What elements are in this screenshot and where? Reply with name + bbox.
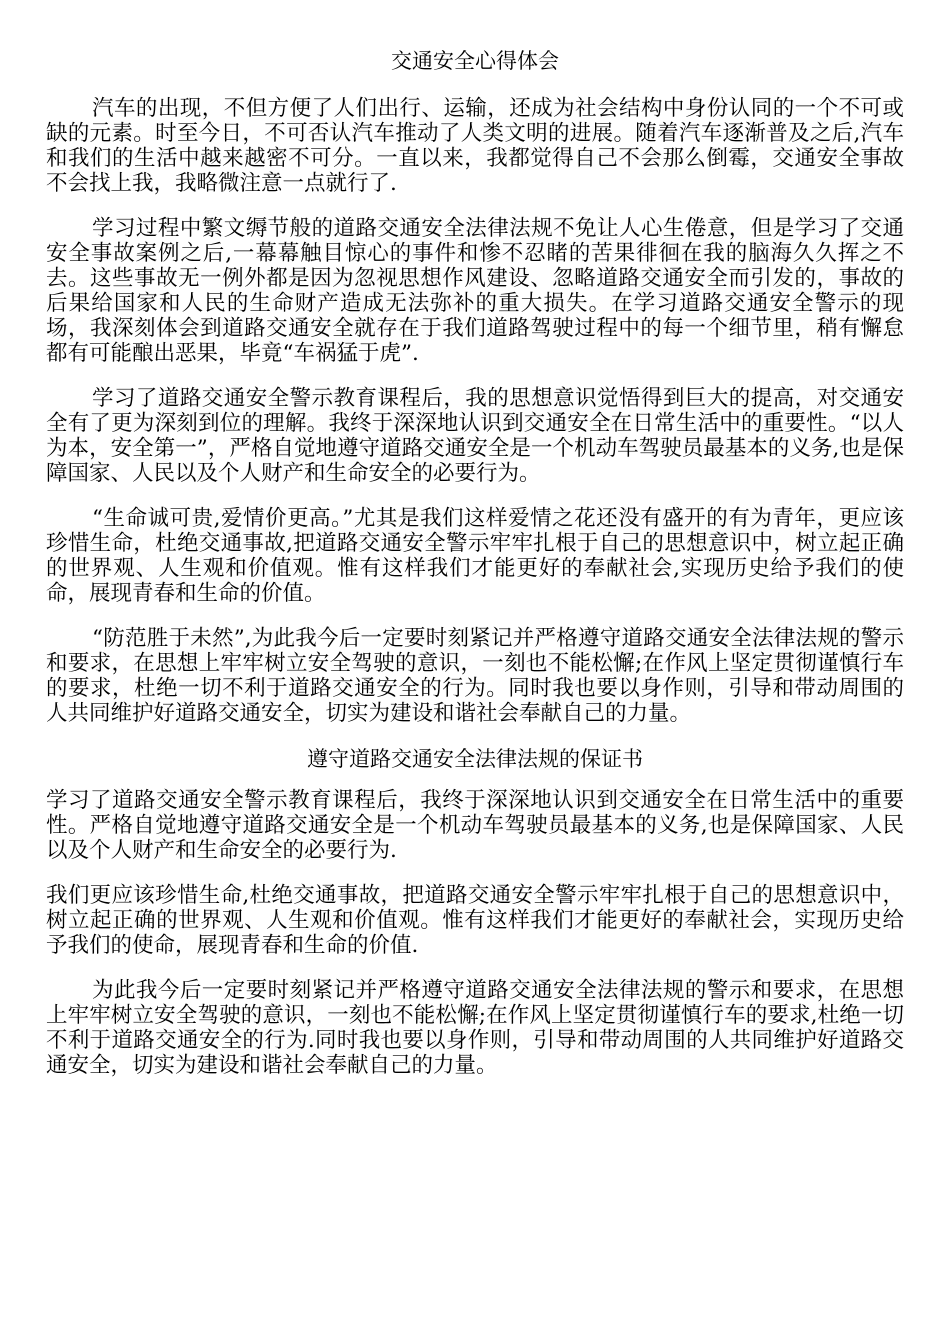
pledge-paragraph-3: 为此我今后一定要时刻紧记并严格遵守道路交通安全法律法规的警示和要求，在思想上牢牢树立安全驾驶的意识，一刻也不能松懈;在作风上坚定贯彻谨慎行车的要求,杜绝一切不利于道路交通安全的行为.同时我也要以身作则，引导和带动周围的人共同维护好道路交通安全，切实为建设和谐社会奉献自己的力量。 (46, 978, 904, 1078)
document-title: 交通安全心得体会 (391, 49, 559, 73)
essay-paragraph-5: “防范胜于未然”,为此我今后一定要时刻紧记并严格遵守道路交通安全法律法规的警示和要求，在思想上牢牢树立安全驾驶的意识，一刻也不能松懈;在作风上坚定贯彻谨慎行车的要求，杜绝一切不利于道路交通安全的行为。同时我也要以身作则，引导和带动周围的人共同维护好道路交通安全，切实为建设和谐社会奉献自己的力量。 (46, 626, 904, 726)
pledge-paragraph-1: 学习了道路交通安全警示教育课程后，我终于深深地认识到交通安全在日常生活中的重要性。严格自觉地遵守道路交通安全是一个机动车驾驶员最基本的义务,也是保障国家、人民以及个人财产和生命安全的必要行为. (46, 788, 904, 863)
essay-paragraph-2: 学习过程中繁文缛节般的道路交通安全法律法规不免让人心生倦意，但是学习了交通安全事故案例之后,一幕幕触目惊心的事件和惨不忍睹的苦果徘徊在我的脑海久久挥之不去。这些事故无一例外都是因为忽视思想作风建设、忽略道路交通安全而引发的，事故的后果给国家和人民的生命财产造成无法弥补的重大损失。在学习道路交通安全警示的现场，我深刻体会到道路交通安全就存在于我们道路驾驶过程中的每一个细节里，稍有懈怠都有可能酿出恶果，毕竟“车祸猛于虎”. (46, 216, 904, 366)
document-page (46, 48, 904, 1098)
pledge-paragraph-2: 我们更应该珍惜生命,杜绝交通事故，把道路交通安全警示牢牢扎根于自己的思想意识中，树立起正确的世界观、人生观和价值观。惟有这样我们才能更好的奉献社会，实现历史给予我们的使命，展现青春和生命的价值. (46, 883, 904, 958)
essay-paragraph-4: “生命诚可贵,爱情价更高。”尤其是我们这样爱情之花还没有盛开的有为青年，更应该珍惜生命，杜绝交通事故,把道路交通安全警示牢牢扎根于自己的思想意识中，树立起正确的世界观、人生观和价值观。惟有这样我们才能更好的奉献社会,实现历史给予我们的使命，展现青春和生命的价值。 (46, 506, 904, 606)
pledge-title: 遵守道路交通安全法律法规的保证书 (307, 747, 643, 771)
essay-paragraph-1: 汽车的出现，不但方便了人们出行、运输，还成为社会结构中身份认同的一个不可或缺的元素。时至今日，不可否认汽车推动了人类文明的进展。随着汽车逐渐普及之后,汽车和我们的生活中越来越密不可分。一直以来，我都觉得自己不会那么倒霉，交通安全事故不会找上我，我略微注意一点就行了. (46, 96, 904, 196)
essay-paragraph-3: 学习了道路交通安全警示教育课程后，我的思想意识觉悟得到巨大的提高，对交通安全有了更为深刻到位的理解。我终于深深地认识到交通安全在日常生活中的重要性。“以人为本，安全第一”，严格自觉地遵守道路交通安全是一个机动车驾驶员最基本的义务,也是保障国家、人民以及个人财产和生命安全的必要行为。 (46, 386, 904, 486)
